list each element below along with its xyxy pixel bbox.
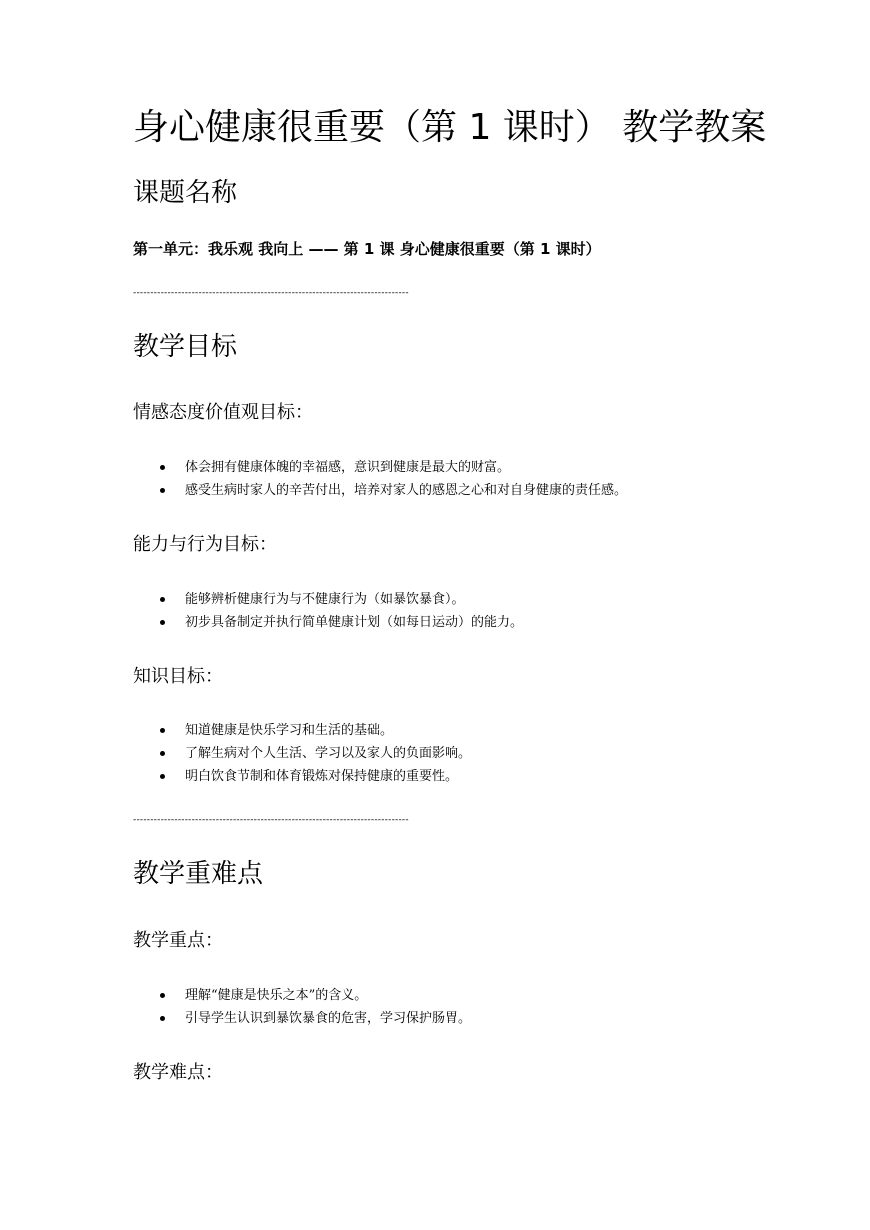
- list-item: 引导学生认识到暴饮暴食的危害，学习保护肠胃。: [133, 1007, 471, 1030]
- bullet-icon: [160, 1016, 165, 1021]
- list-item: 感受生病时家人的辛苦付出，培养对家人的感恩之心和对自身健康的责任感。: [133, 479, 627, 502]
- subheading-knowledge-goals: 知识目标：: [133, 666, 223, 687]
- list-item: 明白饮食节制和体育锻炼对保持健康的重要性。: [133, 765, 471, 788]
- section-heading-topic: 课题名称: [133, 178, 238, 208]
- ability-goals-list: [133, 588, 523, 634]
- bullet-icon: [160, 488, 165, 493]
- knowledge-goals-list: [133, 719, 471, 788]
- section-heading-objectives: 教学目标: [133, 332, 238, 362]
- list-item: 了解生病对个人生活、学习以及家人的负面影响。: [133, 742, 471, 765]
- list-item: 体会拥有健康体魄的幸福感，意识到健康是最大的财富。: [133, 456, 627, 479]
- document-title: 身心健康很重要（第 1 课时） 教学教案: [133, 107, 767, 148]
- list-item: 初步具备制定并执行简单健康计划（如每日运动）的能力。: [133, 611, 523, 634]
- subheading-ability-goals: 能力与行为目标：: [133, 534, 277, 555]
- list-item: 能够辨析健康行为与不健康行为（如暴饮暴食）。: [133, 588, 523, 611]
- horizontal-rule: --------------------------------------------------------------------------------: [133, 815, 409, 825]
- horizontal-rule: --------------------------------------------------------------------------------: [133, 288, 409, 298]
- list-item: 理解“健康是快乐之本”的含义。: [133, 984, 471, 1007]
- bullet-icon: [160, 465, 165, 470]
- bullet-icon: [160, 751, 165, 756]
- subheading-teaching-focus: 教学重点：: [133, 930, 223, 951]
- section-heading-key-points: 教学重难点: [133, 859, 264, 889]
- subheading-emotion-goals: 情感态度价值观目标：: [133, 402, 313, 423]
- bullet-icon: [160, 993, 165, 998]
- lesson-subject: 第一单元：我乐观 我向上 —— 第 1 课 身心健康很重要（第 1 课时）: [133, 240, 601, 258]
- teaching-focus-list: [133, 984, 471, 1030]
- bullet-icon: [160, 597, 165, 602]
- bullet-icon: [160, 728, 165, 733]
- subheading-teaching-difficulty: 教学难点：: [133, 1062, 223, 1083]
- emotion-goals-list: [133, 456, 627, 502]
- list-item: 知道健康是快乐学习和生活的基础。: [133, 719, 471, 742]
- bullet-icon: [160, 620, 165, 625]
- bullet-icon: [160, 774, 165, 779]
